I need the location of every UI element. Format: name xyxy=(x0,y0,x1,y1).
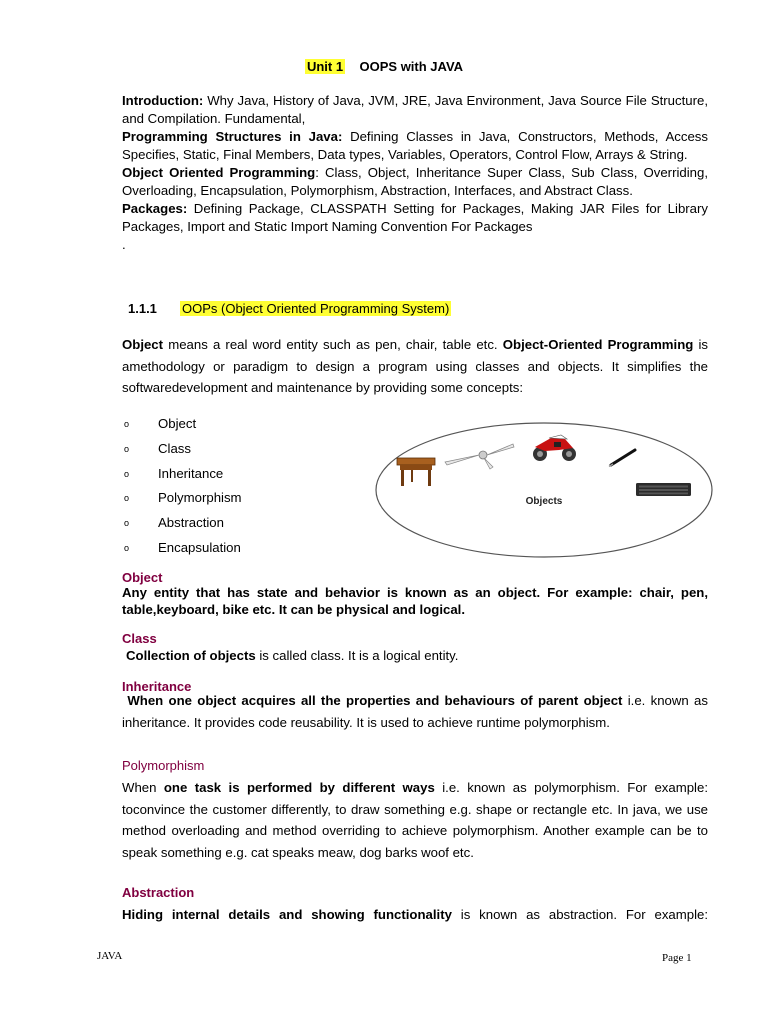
bullet-icon: o xyxy=(124,493,130,504)
objects-figure xyxy=(373,420,715,560)
packages-paragraph: Packages: Defining Package, CLASSPATH Setting for Packages, Making JAR Files for Library Packages, Import and Static Import Naming Convention For Packages xyxy=(122,201,708,234)
polymorphism-definition: When one task is performed by different ways i.e. known as polymorphism. For example: toconvince the customer differently, to draw something e.g. shape or rectangle etc. In java, we use method overloading and method overriding to achieve polymorphism. Another example can be to speak something e.g. cat speaks meaw, dog barks woof etc. xyxy=(122,780,708,860)
inheritance-heading: Inheritance xyxy=(122,679,192,694)
syllabus-intro xyxy=(122,92,708,254)
section-heading xyxy=(128,301,451,316)
intro-dot: . xyxy=(122,237,126,252)
bullet-icon: o xyxy=(124,468,130,479)
objects-label: Objects xyxy=(525,496,563,507)
abstraction-heading: Abstraction xyxy=(122,885,195,900)
list-item: o Class xyxy=(122,438,362,463)
class-definition: Collection of objects is called class. It is a logical entity. xyxy=(126,648,459,663)
objects-illustration xyxy=(373,420,715,560)
footer-left: JAVA xyxy=(97,950,123,962)
bullet-icon: o xyxy=(124,443,130,454)
page-number: Page 1 xyxy=(662,952,692,964)
keyboard-icon xyxy=(636,483,691,496)
prog-structures-paragraph: Programming Structures in Java: Defining Classes in Java, Constructors, Methods, Access Specifies, Static, Final Members, Data types, Variables, Operators, Control Flow, Arrays & String. xyxy=(122,129,708,162)
bullet-icon: o xyxy=(124,419,130,429)
list-item: o Object xyxy=(122,413,362,438)
page-title xyxy=(0,59,768,74)
class-heading: Class xyxy=(122,631,157,646)
section-title: OOPs (Object Oriented Programming System) xyxy=(182,301,450,316)
oop-paragraph: Object Oriented Programming: Class, Object, Inheritance Super Class, Sub Class, Overriding, Overloading, Encapsulation, Polymorphism, Abstraction, Interfaces, and Abstract Class. xyxy=(122,165,708,198)
section-number: 1.1.1 xyxy=(128,301,157,316)
polymorphism-heading: Polymorphism xyxy=(122,758,205,773)
oops-paragraph: Object means a real word entity such as pen, chair, table etc. Object-Oriented Programming is amethodology or paradigm to design a program using classes and objects. It simplifies the softwaredevelopment and maintenance by providing some concepts: xyxy=(122,337,708,395)
intro-paragraph: Introduction: Why Java, History of Java, JVM, JRE, Java Environment, Java Source File Structure, and Compilation. Fundamental, xyxy=(122,93,708,126)
inheritance-definition: When one object acquires all the properties and behaviours of parent object i.e. known as inheritance. It provides code reusability. It is used to achieve runtime polymorphism. xyxy=(122,693,708,730)
list-item: o Inheritance xyxy=(122,463,362,488)
course-title: OOPS with JAVA xyxy=(359,59,464,74)
list-item: o Polymorphism xyxy=(122,487,362,512)
object-definition: Any entity that has state and behavior is known as an object. For example: chair, pen, table,keyboard, bike etc. It can be physical and logical. xyxy=(122,585,708,617)
unit-label: Unit 1 xyxy=(306,59,344,74)
object-heading: Object xyxy=(122,570,163,585)
bullet-icon: o xyxy=(124,518,130,529)
list-item: o Abstraction xyxy=(122,512,362,537)
list-item: o Encapsulation xyxy=(122,537,362,562)
bullet-icon: o xyxy=(124,542,130,553)
abstraction-definition: Hiding internal details and showing functionality is known as abstraction. For example: xyxy=(122,907,708,922)
concepts-list xyxy=(122,413,362,562)
